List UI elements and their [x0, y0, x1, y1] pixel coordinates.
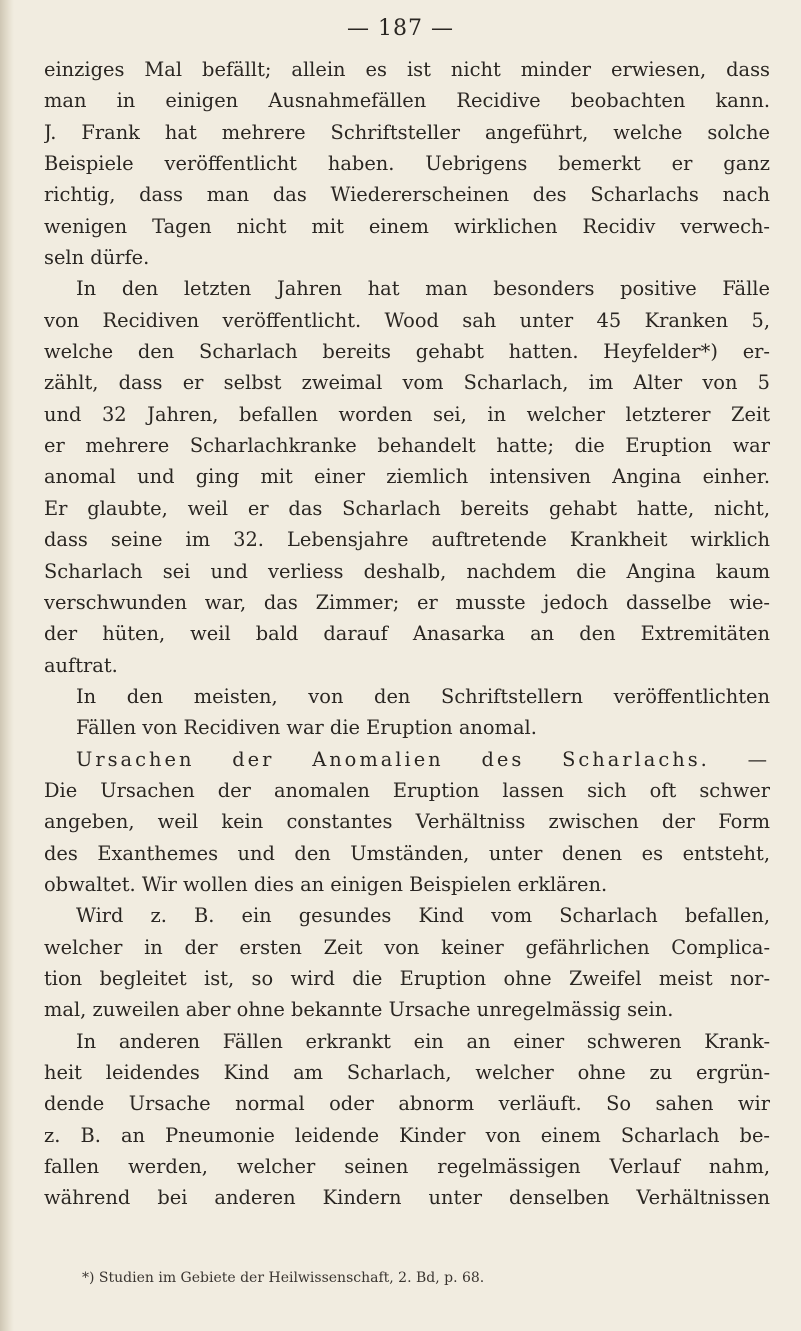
text-line: Wird z. B. ein gesundes Kind vom Scharlach befallen, — [76, 904, 770, 928]
section-heading: Ursachen der Anomalien des Scharlachs. — — [76, 747, 770, 771]
text-line: Scharlach sei und verliess deshalb, nachdem die Angina kaum — [44, 559, 770, 583]
text-line: des Exanthemes und den Umständen, unter denen es entsteht, — [44, 841, 770, 865]
text-line: auftrat. — [44, 653, 118, 677]
text-line: heit leidendes Kind am Scharlach, welcher ohne zu ergrün- — [44, 1061, 770, 1084]
text-line: welcher in der ersten Zeit von keiner gefährlichen Complica- — [44, 935, 770, 959]
text-line: er mehrere Scharlachkranke behandelt hatte; die Eruption war — [44, 434, 770, 458]
text-line: Beispiele veröffentlicht haben. Uebrigens bemerkt er ganz — [44, 152, 770, 176]
text-line: anomal und ging mit einer ziemlich intensiven Angina einher. — [44, 465, 770, 489]
text-line: wenigen Tagen nicht mit einem wirklichen Recidiv verwech- — [44, 214, 770, 238]
text-line: Fällen von Recidiven war die Eruption anomal. — [76, 716, 537, 740]
text-line: zählt, dass er selbst zweimal vom Scharlach, im Alter von 5 — [44, 371, 770, 395]
body-text — [44, 54, 770, 1214]
text-line: obwaltet. Wir wollen dies an einigen Beispielen erklären. — [44, 872, 608, 896]
page-number: — 187 — — [347, 16, 454, 41]
text-line: In den meisten, von den Schriftstellern veröffentlichten — [76, 684, 770, 708]
text-line: In den letzten Jahren hat man besonders positive Fälle — [76, 277, 770, 301]
text-line: richtig, dass man das Wiedererscheinen des Scharlachs nach — [44, 183, 770, 207]
text-line: In anderen Fällen erkrankt ein an einer schweren Krank- — [76, 1029, 770, 1053]
text-line: verschwunden war, das Zimmer; er musste jedoch dasselbe wie- — [44, 590, 770, 614]
text-line: mal, zuweilen aber ohne bekannte Ursache unregelmässig sein. — [44, 998, 674, 1022]
text-line: J. Frank hat mehrere Schriftsteller angeführt, welche solche — [44, 120, 770, 144]
text-line: z. B. an Pneumonie leidende Kinder von einem Scharlach be- — [44, 1123, 770, 1147]
text-line: fallen werden, welcher seinen regelmässigen Verlauf nahm, — [44, 1155, 770, 1179]
text-line: während bei anderen Kindern unter denselben Verhältnissen — [44, 1186, 770, 1210]
text-line: Die Ursachen der anomalen Eruption lassen sich oft schwer — [44, 778, 770, 802]
text-line: tion begleitet ist, so wird die Eruption ohne Zweifel meist nor- — [44, 966, 770, 990]
text-line: angeben, weil kein constantes Verhältniss zwischen der Form — [44, 810, 770, 834]
text-line: und 32 Jahren, befallen worden sei, in welcher letzterer Zeit — [44, 402, 770, 426]
text-line: dass seine im 32. Lebensjahre auftretende Krankheit wirklich — [44, 528, 770, 552]
text-line: von Recidiven veröffentlicht. Wood sah unter 45 Kranken 5, — [44, 308, 770, 332]
footnote: *) Studien im Gebiete der Heilwissenschaft, 2. Bd, p. 68. — [82, 1270, 485, 1286]
text-line: der hüten, weil bald darauf Anasarka an den Extremitäten — [44, 622, 770, 646]
text-line: dende Ursache normal oder abnorm verläuft. So sahen wir — [44, 1092, 770, 1116]
text-line: Er glaubte, weil er das Scharlach bereits gehabt hatte, nicht, — [44, 496, 770, 520]
text-line: seln dürfe. — [44, 246, 150, 270]
text-line: welche den Scharlach bereits gehabt hatten. Heyfelder*) er- — [44, 340, 770, 364]
text-line: man in einigen Ausnahmefällen Recidive beobachten kann. — [44, 89, 770, 113]
text-line: einziges Mal befällt; allein es ist nicht minder erwiesen, dass — [44, 58, 770, 81]
